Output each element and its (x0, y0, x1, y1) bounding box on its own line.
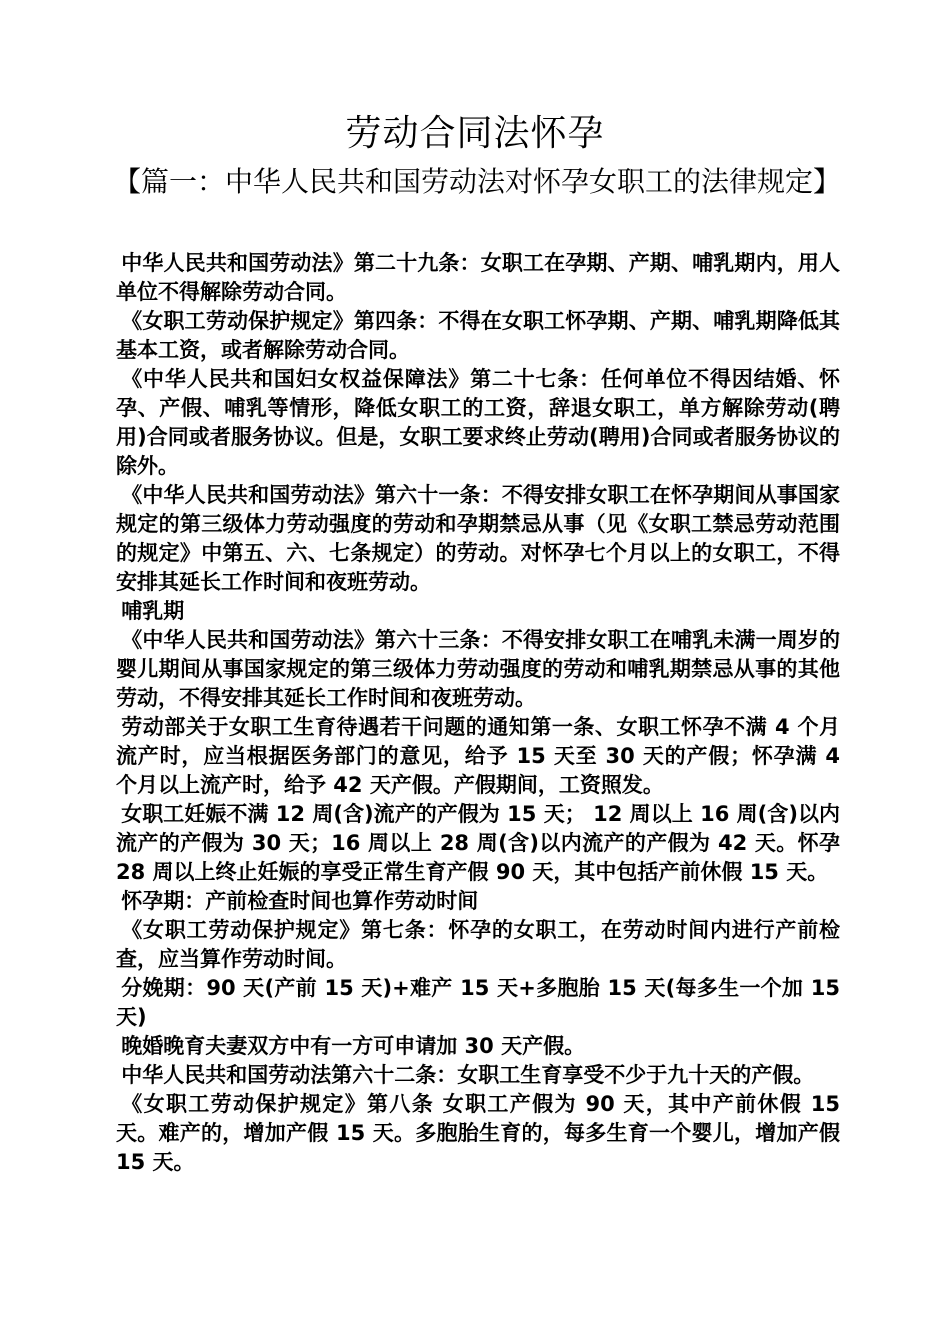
paragraph: 《女职工劳动保护规定》第七条：怀孕的女职工，在劳动时间内进行产前检查，应当算作劳动时间。 (116, 918, 840, 971)
document-title: 劳动合同法怀孕 (345, 113, 605, 154)
section-heading-pregnancy: 怀孕期：产前检查时间也算作劳动时间 (121, 889, 479, 913)
paragraph: 《女职工劳动保护规定》第四条：不得在女职工怀孕期、产期、哺乳期降低其基本工资，或者解除劳动合同。 (116, 309, 840, 362)
paragraph: 中华人民共和国劳动法》第二十九条：女职工在孕期、产期、哺乳期内，用人单位不得解除劳动合同。 (116, 251, 840, 304)
paragraph: 《中华人民共和国妇女权益保障法》第二十七条：任何单位不得因结婚、怀孕、产假、哺乳等情形，降低女职工的工资，辞退女职工，单方解除劳动(聘用)合同或者服务协议。但是，女职工要求终止劳动(聘用)合同或者服务协议的除外。 (116, 367, 840, 478)
paragraph: 劳动部关于女职工生育待遇若干问题的通知第一条、女职工怀孕不满 4 个月流产时，应当根据医务部门的意见，给予 15 天至 30 天的产假；怀孕满 4 个月以上流产时，给予 42 天产假。产假期间，工资照发。 (116, 715, 840, 797)
paragraph: 《中华人民共和国劳动法》第六十一条：不得安排女职工在怀孕期间从事国家规定的第三级体力劳动强度的劳动和孕期禁忌从事（见《女职工禁忌劳动范围的规定》中第五、六、七条规定）的劳动。对怀孕七个月以上的女职工，不得安排其延长工作时间和夜班劳动。 (116, 483, 840, 594)
paragraph: 晚婚晚育夫妻双方中有一方可申请加 30 天产假。 (121, 1034, 586, 1058)
document-body (116, 249, 840, 1177)
paragraph: 中华人民共和国劳动法第六十二条：女职工生育享受不少于九十天的产假。 (121, 1063, 815, 1087)
document-subtitle: 【篇一：中华人民共和国劳动法对怀孕女职工的法律规定】 (112, 165, 841, 198)
paragraph: 女职工妊娠不满 12 周(含)流产的产假为 15 天； 12 周以上 16 周(含)以内流产的产假为 30 天；16 周以上 28 周(含)以内流产的产假为 42 天。怀孕 28 周以上终止妊娠的享受正常生育产假 90 天，其中包括产前休假 15 天。 (116, 802, 840, 884)
paragraph: 分娩期：90 天(产前 15 天)+难产 15 天+多胞胎 15 天(每多生一个加 15 天) (116, 976, 840, 1029)
paragraph: 《女职工劳动保护规定》第八条 女职工产假为 90 天，其中产前休假 15 天。难产的，增加产假 15 天。多胞胎生育的，每多生育一个婴儿，增加产假 15 天。 (116, 1092, 840, 1174)
paragraph: 《中华人民共和国劳动法》第六十三条：不得安排女职工在哺乳未满一周岁的婴儿期间从事国家规定的第三级体力劳动强度的劳动和哺乳期禁忌从事的其他劳动，不得安排其延长工作时间和夜班劳动。 (116, 628, 840, 710)
section-heading-lactation: 哺乳期 (121, 599, 185, 623)
